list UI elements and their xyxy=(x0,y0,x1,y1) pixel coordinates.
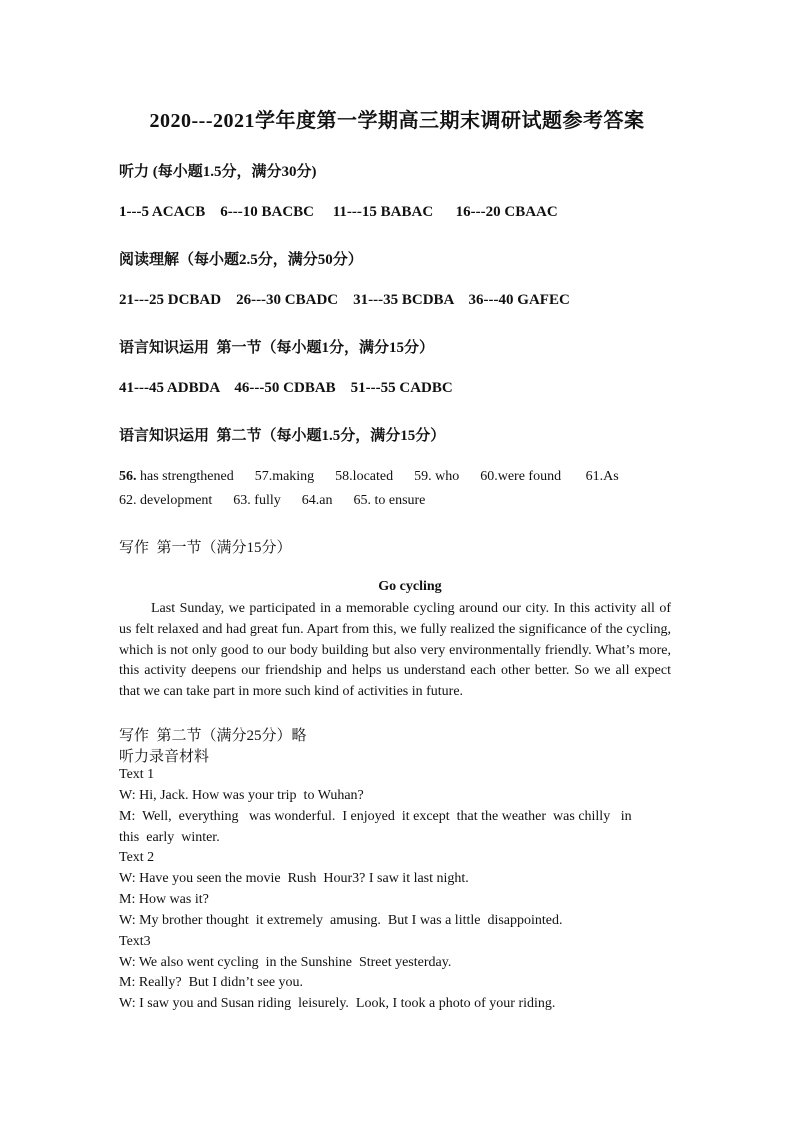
transcript-line: Text 1 xyxy=(119,767,155,782)
transcript-line: W: We also went cycling in the Sunshine Street yesterday. xyxy=(119,955,452,970)
transcript-line: this early winter. xyxy=(119,830,220,845)
grammar-first-number: 56. xyxy=(119,469,137,484)
listening-answers: 1---5 ACACB 6---10 BACBC 11---15 BABAC 16---20 CBAAC xyxy=(119,204,558,220)
transcript-line: W: Have you seen the movie Rush Hour3? I saw it last night. xyxy=(119,871,469,886)
cloze-answers: 41---45 ADBDA 46---50 CDBAB 51---55 CADBC xyxy=(119,380,453,396)
transcript-line: M: Well, everything was wonderful. I enjoyed it except that the weather was chilly in xyxy=(119,809,632,824)
transcript-line: M: How was it? xyxy=(119,892,209,907)
transcript-line: W: My brother thought it extremely amusing. But I was a little disappointed. xyxy=(119,913,563,928)
essay-body: Last Sunday, we participated in a memorable cycling around our city. In this activity all of us felt relaxed and had great fun. Apart from this, we fully realized the significance of the cycling, which is not only good to our body building but also very environmentally friendly. What’s more, this activity deepens our friendship and helps us understand each other better. So we all expect that we can take part in more such kind of activities in future. xyxy=(119,601,671,700)
cloze-header: 语言知识运用 第一节（每小题1分，满分15分） xyxy=(119,340,435,356)
transcript-line: W: Hi, Jack. How was your trip to Wuhan? xyxy=(119,788,364,803)
transcript-line: Text3 xyxy=(119,934,151,949)
essay-title: Go cycling xyxy=(378,579,442,594)
page-title: 2020---2021学年度第一学期高三期末调研试题参考答案 xyxy=(149,110,645,132)
grammar-answers-rest: has strengthened 57.making 58.located 59. who 60.were found 61.As xyxy=(136,469,619,484)
writing-2-header: 写作 第二节（满分25分）略 xyxy=(119,728,307,744)
listening-header: 听力 (每小题1.5分，满分30分) xyxy=(119,164,317,180)
writing-1-header: 写作 第一节（满分15分） xyxy=(119,540,292,556)
reading-header: 阅读理解（每小题2.5分，满分50分） xyxy=(119,252,363,268)
grammar-answers-line-2: 62. development 63. fully 64.an 65. to ensure xyxy=(119,493,426,508)
grammar-header: 语言知识运用 第二节（每小题1.5分，满分15分） xyxy=(119,428,446,444)
reading-answers: 21---25 DCBAD 26---30 CBADC 31---35 BCDBA 36---40 GAFEC xyxy=(119,292,570,308)
grammar-answers-line-1 xyxy=(119,469,619,485)
transcript-line: M: Really? But I didn’t see you. xyxy=(119,975,304,990)
transcript-line: W: I saw you and Susan riding leisurely. Look, I took a photo of your riding. xyxy=(119,996,556,1011)
transcript-line: Text 2 xyxy=(119,850,155,865)
transcript-header: 听力录音材料 xyxy=(119,749,210,765)
